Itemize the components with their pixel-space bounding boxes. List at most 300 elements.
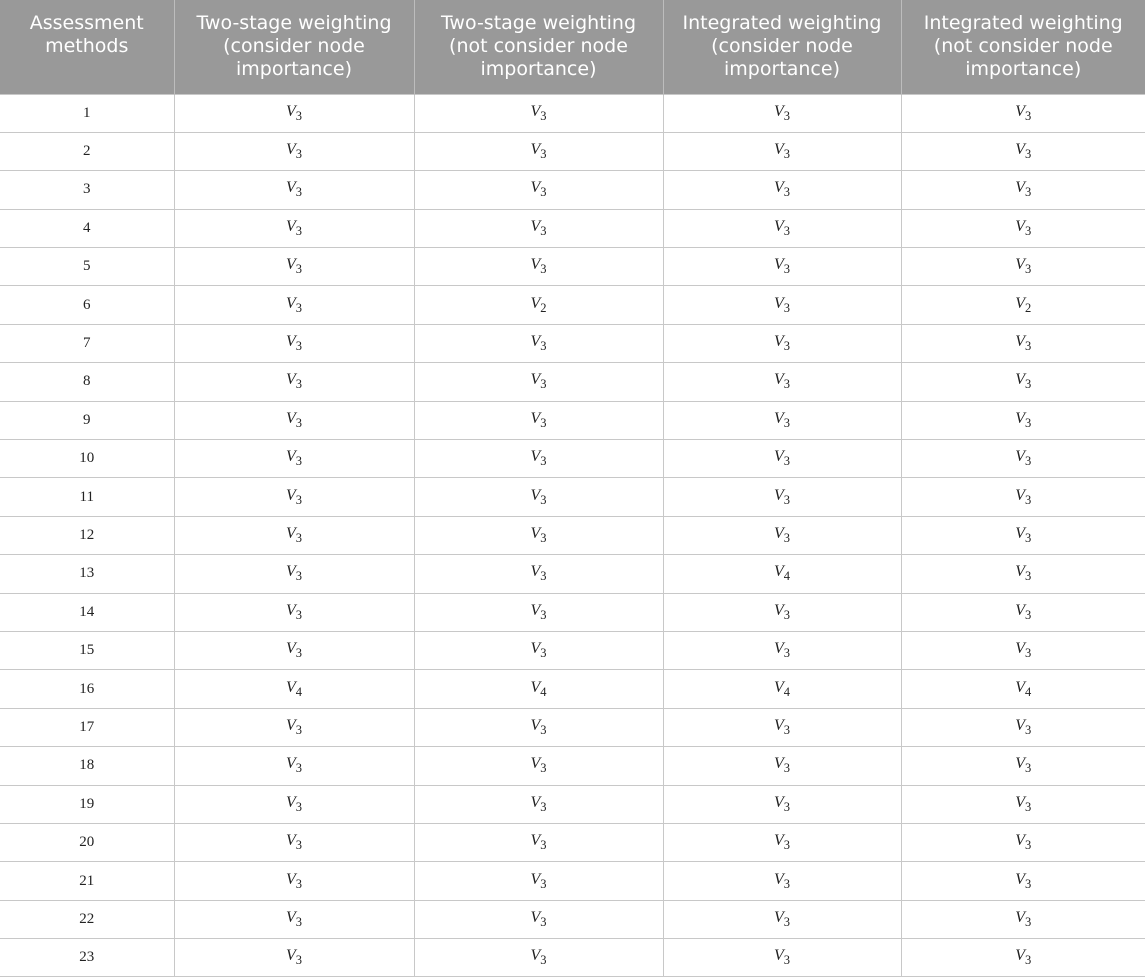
value-subscript: 3 — [1025, 262, 1032, 277]
value-symbol: V — [285, 179, 296, 197]
value-symbol: V — [1015, 908, 1026, 926]
value-subscript: 3 — [295, 722, 303, 737]
value-cell — [174, 248, 414, 286]
value-symbol: V — [285, 601, 296, 619]
value-symbol: V — [285, 908, 296, 926]
value-subscript: 3 — [540, 530, 547, 545]
value-subscript: 3 — [540, 492, 547, 507]
value-subscript: 3 — [295, 147, 303, 162]
table-row — [0, 631, 1145, 669]
value-cell — [174, 900, 414, 938]
value-subscript: 3 — [783, 415, 791, 430]
row-id-cell: 14 — [0, 593, 174, 631]
value-cell — [414, 593, 663, 631]
value-subscript: 3 — [1025, 607, 1032, 622]
value-symbol: V — [1015, 371, 1026, 389]
value-cell — [663, 324, 901, 362]
value-symbol: V — [1015, 832, 1026, 850]
value-subscript: 3 — [295, 300, 303, 315]
row-id-cell: 17 — [0, 708, 174, 746]
row-id-cell: 7 — [0, 324, 174, 362]
value-subscript: 3 — [540, 914, 547, 929]
value-cell — [901, 363, 1145, 401]
value-subscript: 3 — [295, 108, 303, 123]
value-subscript: 3 — [540, 761, 547, 776]
value-cell — [663, 363, 901, 401]
value-cell — [414, 708, 663, 746]
value-subscript: 3 — [295, 339, 303, 354]
value-cell — [174, 708, 414, 746]
row-id-cell: 4 — [0, 209, 174, 247]
table-row — [0, 516, 1145, 554]
value-subscript: 2 — [540, 300, 547, 315]
row-id-cell: 11 — [0, 478, 174, 516]
value-symbol: V — [773, 832, 784, 850]
value-cell — [901, 440, 1145, 478]
row-id-cell: 1 — [0, 94, 174, 132]
value-symbol: V — [1015, 678, 1026, 696]
value-symbol: V — [773, 371, 784, 389]
value-cell — [174, 94, 414, 132]
value-symbol: V — [773, 793, 784, 811]
value-symbol: V — [773, 947, 784, 965]
value-cell — [663, 440, 901, 478]
value-subscript: 3 — [295, 953, 303, 968]
value-symbol: V — [530, 371, 541, 389]
row-id-cell: 16 — [0, 670, 174, 708]
value-cell — [414, 132, 663, 170]
value-subscript: 3 — [1025, 838, 1032, 853]
value-cell — [414, 555, 663, 593]
value-subscript: 4 — [1025, 684, 1032, 699]
row-id-cell: 23 — [0, 939, 174, 977]
value-subscript: 3 — [295, 262, 303, 277]
value-cell — [414, 286, 663, 324]
value-cell — [901, 631, 1145, 669]
table-row — [0, 862, 1145, 900]
value-cell — [414, 478, 663, 516]
value-symbol: V — [1015, 333, 1026, 351]
value-symbol: V — [773, 486, 784, 504]
value-symbol: V — [530, 409, 541, 427]
value-subscript: 2 — [1025, 300, 1032, 315]
value-symbol: V — [285, 333, 296, 351]
value-cell — [663, 823, 901, 861]
value-subscript: 3 — [540, 377, 547, 392]
value-subscript: 3 — [540, 799, 547, 814]
value-symbol: V — [773, 409, 784, 427]
value-subscript: 3 — [1025, 492, 1032, 507]
value-cell — [414, 785, 663, 823]
value-symbol: V — [530, 716, 541, 734]
value-cell — [901, 555, 1145, 593]
value-symbol: V — [1015, 256, 1026, 274]
value-cell — [663, 862, 901, 900]
value-symbol: V — [773, 563, 784, 581]
header-two-stage-not-consider: Two-stage weighting (not consider node importance) — [414, 0, 663, 94]
value-symbol: V — [285, 870, 296, 888]
value-cell — [414, 94, 663, 132]
value-subscript: 4 — [295, 684, 303, 699]
value-cell — [414, 939, 663, 977]
value-symbol: V — [1015, 179, 1026, 197]
value-symbol: V — [1015, 217, 1026, 235]
value-subscript: 3 — [295, 223, 303, 238]
value-symbol: V — [285, 832, 296, 850]
row-id-cell: 20 — [0, 823, 174, 861]
value-subscript: 3 — [1025, 646, 1032, 661]
value-symbol: V — [773, 870, 784, 888]
table-row — [0, 670, 1145, 708]
value-cell — [414, 401, 663, 439]
value-cell — [174, 478, 414, 516]
value-symbol: V — [285, 716, 296, 734]
value-cell — [414, 631, 663, 669]
value-symbol: V — [773, 640, 784, 658]
value-symbol: V — [1015, 563, 1026, 581]
value-subscript: 3 — [1025, 185, 1032, 200]
table-row — [0, 900, 1145, 938]
table-row — [0, 555, 1145, 593]
value-subscript: 3 — [783, 838, 791, 853]
table-row — [0, 823, 1145, 861]
value-cell — [901, 823, 1145, 861]
value-cell — [174, 324, 414, 362]
value-subscript: 3 — [783, 799, 791, 814]
value-cell — [663, 171, 901, 209]
value-symbol: V — [530, 102, 541, 120]
value-subscript: 3 — [295, 492, 303, 507]
value-cell — [414, 823, 663, 861]
value-subscript: 3 — [783, 492, 791, 507]
value-subscript: 3 — [540, 223, 547, 238]
value-cell — [901, 94, 1145, 132]
value-symbol: V — [773, 179, 784, 197]
value-subscript: 3 — [540, 607, 547, 622]
value-symbol: V — [530, 947, 541, 965]
value-subscript: 3 — [1025, 761, 1032, 776]
value-subscript: 3 — [783, 914, 791, 929]
value-symbol: V — [285, 793, 296, 811]
value-subscript: 3 — [1025, 415, 1032, 430]
value-symbol: V — [530, 832, 541, 850]
header-integrated-consider: Integrated weighting (consider node importance) — [663, 0, 901, 94]
value-subscript: 3 — [1025, 108, 1032, 123]
value-cell — [901, 708, 1145, 746]
value-cell — [174, 823, 414, 861]
value-cell — [414, 209, 663, 247]
table-row — [0, 593, 1145, 631]
value-symbol: V — [530, 755, 541, 773]
value-symbol: V — [1015, 716, 1026, 734]
value-subscript: 3 — [783, 530, 791, 545]
value-cell — [174, 516, 414, 554]
value-cell — [901, 900, 1145, 938]
table-body — [0, 94, 1145, 977]
value-cell — [174, 939, 414, 977]
value-symbol: V — [1015, 448, 1026, 466]
value-subscript: 3 — [783, 607, 791, 622]
value-symbol: V — [530, 678, 541, 696]
table-row — [0, 132, 1145, 170]
value-cell — [174, 440, 414, 478]
value-subscript: 3 — [540, 838, 547, 853]
value-symbol: V — [1015, 755, 1026, 773]
value-symbol: V — [285, 294, 296, 312]
value-subscript: 3 — [295, 799, 303, 814]
value-cell — [663, 209, 901, 247]
value-cell — [663, 939, 901, 977]
value-cell — [901, 670, 1145, 708]
value-symbol: V — [285, 217, 296, 235]
value-cell — [414, 670, 663, 708]
table-row — [0, 708, 1145, 746]
value-symbol: V — [285, 256, 296, 274]
value-cell — [174, 747, 414, 785]
value-subscript: 3 — [295, 530, 303, 545]
value-symbol: V — [1015, 409, 1026, 427]
value-symbol: V — [530, 333, 541, 351]
table-row — [0, 401, 1145, 439]
value-subscript: 3 — [295, 415, 303, 430]
value-subscript: 3 — [1025, 569, 1032, 584]
value-symbol: V — [773, 716, 784, 734]
value-symbol: V — [285, 947, 296, 965]
value-symbol: V — [773, 141, 784, 159]
row-id-cell: 18 — [0, 747, 174, 785]
value-subscript: 3 — [540, 185, 547, 200]
value-symbol: V — [530, 524, 541, 542]
row-id-cell: 2 — [0, 132, 174, 170]
value-symbol: V — [530, 793, 541, 811]
value-subscript: 3 — [1025, 722, 1032, 737]
table-row — [0, 478, 1145, 516]
row-id-cell: 9 — [0, 401, 174, 439]
value-subscript: 4 — [540, 684, 547, 699]
value-cell — [174, 670, 414, 708]
value-symbol: V — [285, 640, 296, 658]
table-row — [0, 939, 1145, 977]
value-symbol: V — [773, 678, 784, 696]
value-symbol: V — [1015, 947, 1026, 965]
row-id-cell: 6 — [0, 286, 174, 324]
value-subscript: 3 — [295, 454, 303, 469]
value-cell — [414, 516, 663, 554]
value-subscript: 3 — [295, 876, 303, 891]
value-subscript: 3 — [540, 454, 547, 469]
value-subscript: 3 — [783, 108, 791, 123]
value-symbol: V — [530, 256, 541, 274]
table-header — [0, 0, 1145, 94]
value-subscript: 3 — [540, 646, 547, 661]
table-row — [0, 747, 1145, 785]
value-symbol: V — [530, 294, 541, 312]
value-symbol: V — [285, 371, 296, 389]
row-id-cell: 3 — [0, 171, 174, 209]
value-symbol: V — [530, 870, 541, 888]
value-cell — [174, 593, 414, 631]
value-subscript: 3 — [540, 876, 547, 891]
value-symbol: V — [1015, 640, 1026, 658]
value-symbol: V — [285, 486, 296, 504]
value-subscript: 3 — [1025, 223, 1032, 238]
value-symbol: V — [773, 448, 784, 466]
header-integrated-not-consider: Integrated weighting (not consider node importance) — [901, 0, 1145, 94]
value-symbol: V — [285, 448, 296, 466]
value-symbol: V — [530, 179, 541, 197]
value-cell — [414, 363, 663, 401]
value-cell — [901, 862, 1145, 900]
value-subscript: 3 — [783, 646, 791, 661]
value-symbol: V — [1015, 486, 1026, 504]
value-cell — [414, 747, 663, 785]
value-subscript: 3 — [540, 569, 547, 584]
value-subscript: 4 — [783, 684, 791, 699]
value-cell — [414, 248, 663, 286]
value-cell — [663, 670, 901, 708]
value-cell — [901, 209, 1145, 247]
row-id-cell: 15 — [0, 631, 174, 669]
value-cell — [174, 785, 414, 823]
value-cell — [663, 785, 901, 823]
value-symbol: V — [1015, 793, 1026, 811]
value-cell — [901, 171, 1145, 209]
value-subscript: 3 — [783, 722, 791, 737]
value-subscript: 3 — [540, 722, 547, 737]
value-symbol: V — [1015, 141, 1026, 159]
value-cell — [414, 440, 663, 478]
row-id-cell: 21 — [0, 862, 174, 900]
value-subscript: 3 — [295, 185, 303, 200]
value-subscript: 3 — [783, 876, 791, 891]
value-cell — [901, 401, 1145, 439]
value-cell — [901, 516, 1145, 554]
table-row — [0, 94, 1145, 132]
value-subscript: 3 — [783, 147, 791, 162]
row-id-cell: 10 — [0, 440, 174, 478]
value-subscript: 3 — [783, 377, 791, 392]
value-symbol: V — [285, 678, 296, 696]
value-cell — [663, 593, 901, 631]
value-subscript: 3 — [1025, 876, 1032, 891]
value-cell — [174, 132, 414, 170]
value-symbol: V — [773, 217, 784, 235]
value-cell — [663, 94, 901, 132]
value-subscript: 3 — [783, 953, 791, 968]
value-cell — [663, 708, 901, 746]
value-symbol: V — [773, 908, 784, 926]
value-subscript: 3 — [1025, 147, 1032, 162]
value-cell — [174, 209, 414, 247]
table-row — [0, 209, 1145, 247]
value-subscript: 3 — [783, 185, 791, 200]
value-cell — [663, 478, 901, 516]
value-subscript: 3 — [783, 454, 791, 469]
value-cell — [901, 939, 1145, 977]
value-symbol: V — [1015, 601, 1026, 619]
value-symbol: V — [530, 908, 541, 926]
row-id-cell: 19 — [0, 785, 174, 823]
value-subscript: 3 — [540, 953, 547, 968]
value-subscript: 3 — [540, 415, 547, 430]
table-row — [0, 440, 1145, 478]
table-row — [0, 171, 1145, 209]
value-subscript: 3 — [1025, 339, 1032, 354]
value-cell — [663, 900, 901, 938]
value-subscript: 4 — [783, 569, 791, 584]
value-cell — [663, 516, 901, 554]
value-cell — [174, 862, 414, 900]
value-symbol: V — [773, 601, 784, 619]
value-cell — [174, 171, 414, 209]
value-subscript: 3 — [1025, 953, 1032, 968]
value-cell — [901, 478, 1145, 516]
value-symbol: V — [773, 294, 784, 312]
table-row — [0, 324, 1145, 362]
value-symbol: V — [530, 640, 541, 658]
value-cell — [901, 324, 1145, 362]
value-subscript: 3 — [1025, 377, 1032, 392]
value-symbol: V — [1015, 102, 1026, 120]
value-cell — [663, 132, 901, 170]
value-subscript: 3 — [1025, 530, 1032, 545]
header-row — [0, 0, 1145, 94]
table-row — [0, 363, 1145, 401]
value-subscript: 3 — [783, 223, 791, 238]
table-row — [0, 248, 1145, 286]
value-cell — [174, 631, 414, 669]
value-symbol: V — [285, 141, 296, 159]
value-cell — [414, 862, 663, 900]
value-symbol: V — [1015, 870, 1026, 888]
value-subscript: 3 — [783, 262, 791, 277]
value-cell — [901, 593, 1145, 631]
value-symbol: V — [773, 256, 784, 274]
value-cell — [901, 248, 1145, 286]
value-subscript: 3 — [1025, 454, 1032, 469]
value-symbol: V — [285, 409, 296, 427]
value-subscript: 3 — [540, 147, 547, 162]
value-subscript: 3 — [295, 761, 303, 776]
value-subscript: 3 — [540, 339, 547, 354]
value-symbol: V — [530, 217, 541, 235]
header-two-stage-consider: Two-stage weighting (consider node importance) — [174, 0, 414, 94]
value-subscript: 3 — [295, 914, 303, 929]
value-symbol: V — [285, 563, 296, 581]
row-id-cell: 12 — [0, 516, 174, 554]
value-symbol: V — [285, 755, 296, 773]
table-row — [0, 286, 1145, 324]
value-subscript: 3 — [295, 838, 303, 853]
value-symbol: V — [530, 141, 541, 159]
value-symbol: V — [1015, 524, 1026, 542]
value-subscript: 3 — [783, 300, 791, 315]
value-symbol: V — [773, 333, 784, 351]
row-id-cell: 8 — [0, 363, 174, 401]
row-id-cell: 5 — [0, 248, 174, 286]
value-subscript: 3 — [295, 607, 303, 622]
header-assessment-methods: Assessment methods — [0, 0, 174, 94]
value-subscript: 3 — [295, 569, 303, 584]
value-symbol: V — [530, 448, 541, 466]
value-cell — [663, 248, 901, 286]
value-cell — [901, 286, 1145, 324]
table-row — [0, 785, 1145, 823]
value-cell — [174, 401, 414, 439]
value-subscript: 3 — [295, 646, 303, 661]
value-symbol: V — [773, 102, 784, 120]
value-symbol: V — [285, 102, 296, 120]
